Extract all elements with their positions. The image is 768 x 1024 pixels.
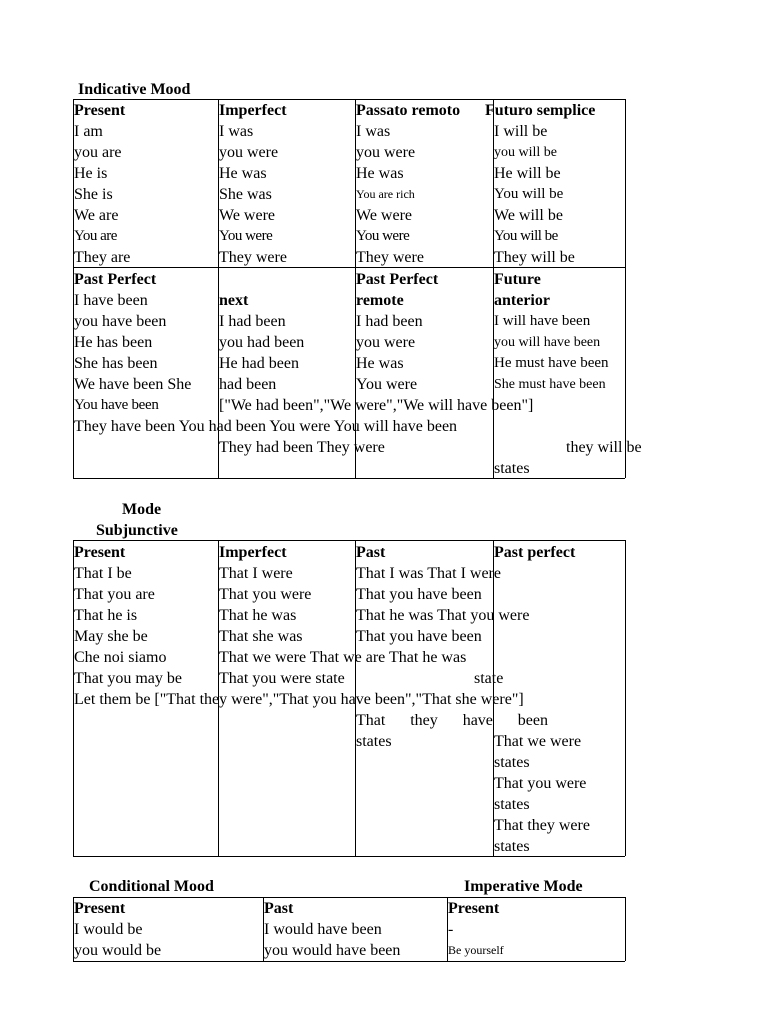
conjugation-line: He will be (494, 165, 561, 182)
conjugation-line: You were (356, 228, 410, 244)
column-header: Passato remoto (356, 102, 461, 119)
word: been (517, 712, 548, 729)
conjugation-line: state (474, 670, 504, 687)
conjugation-line: I would be (74, 921, 143, 938)
conjugation-line: That I were (219, 565, 293, 582)
conjugation-line: I had been (356, 313, 423, 330)
conjugation-line: They are (74, 249, 131, 266)
conjugation-line: You were (219, 228, 273, 244)
conjugation-line: That we were (494, 733, 582, 750)
column-header: Past Perfect (356, 271, 439, 288)
indicative-title: Indicative Mood (78, 81, 191, 98)
conjugation-line: That she was (219, 628, 303, 645)
conjugation-line: states (494, 838, 530, 855)
conjugation-line: That you were state (219, 670, 345, 687)
column-header: Imperfect (219, 544, 287, 561)
conjugation-line: That he was That you were (356, 607, 530, 624)
conjugation-line: You are rich (356, 187, 415, 201)
word: they (410, 712, 438, 729)
conjugation-line: That you have been (356, 628, 482, 645)
conjugation-line: states (494, 796, 530, 813)
conjugation-line: I was (219, 123, 254, 140)
column-header: Past Perfect (74, 271, 157, 288)
conjugation-line: That you are (74, 586, 155, 603)
conditional-past-cell (264, 898, 400, 961)
subjunctive-past-perfect-header-wrap (494, 542, 575, 563)
conjugation-line: She must have been (494, 377, 606, 392)
conjugation-line: We were (356, 207, 413, 224)
conjugation-line: They had been They were (219, 439, 385, 456)
conjugation-line: had been (219, 376, 277, 393)
conjugation-line: you had been (219, 334, 305, 351)
imperative-title: Imperative Mode (464, 878, 583, 895)
conjugation-line: That I was That I were (356, 565, 501, 582)
conjugation-line: I will be (494, 123, 548, 140)
table-border (625, 897, 626, 961)
conjugation-line: We will be (494, 207, 563, 224)
column-header: Present (74, 102, 126, 119)
indicative-futuro-header-wrap (485, 100, 595, 121)
column-header: Present (74, 544, 126, 561)
conjugation-line: you were (219, 144, 279, 161)
indicative-imperfect-cell (219, 100, 287, 268)
conjugation-line: That he was (219, 607, 297, 624)
conjugation-line: I was (356, 123, 391, 140)
conjugation-line: Che noi siamo (74, 649, 167, 666)
conjugation-line: I had been (219, 313, 286, 330)
conjugation-line: you are (74, 144, 122, 161)
indicative-past-perfect-remote-cell (356, 269, 438, 395)
conjugation-line: We were (219, 207, 276, 224)
conjugation-line: She is (74, 186, 113, 203)
subjunctive-title-line-2: Subjunctive (96, 522, 178, 539)
subjunctive-past-perfect-cell (494, 731, 590, 857)
subjunctive-title-line-1: Mode (122, 501, 162, 518)
conjugation-line: They have been You had been You were You will have been (74, 418, 458, 435)
conjugation-line: He has been (74, 334, 153, 351)
conjugation-line: We are (74, 207, 119, 224)
conjugation-line: - (448, 921, 454, 938)
conjugation-line: He was (356, 355, 404, 372)
column-header: Present (448, 900, 500, 917)
conjugation-line: I will have been (494, 313, 591, 329)
conjugation-line: states (494, 754, 530, 771)
table-border (73, 478, 625, 479)
conjugation-line: He had been (219, 355, 299, 372)
indicative-futuro-semplice-cell (494, 121, 575, 268)
column-header: Past (264, 900, 294, 917)
conjugation-line: We have been She (74, 376, 192, 393)
conjugation-line: you would have been (264, 942, 401, 959)
conjugation-line: That he is (74, 607, 138, 624)
conjugation-line: They will be (494, 249, 575, 266)
column-header: Future (494, 271, 541, 288)
conjugation-line: That you have been (356, 586, 482, 603)
table-border (625, 99, 626, 478)
conjugation-line: you will have been (494, 335, 601, 350)
conjugation-line: states (356, 733, 392, 750)
column-header: remote (356, 292, 404, 309)
column-header: Imperfect (219, 102, 287, 119)
justified-line (356, 710, 548, 731)
column-header: next (219, 292, 249, 309)
conjugation-line: you were (356, 144, 416, 161)
conjugation-line: ["We had been","We were","We will have been"] (219, 397, 534, 414)
conjugation-line: You are (74, 228, 117, 244)
conjugation-line: I am (74, 123, 103, 140)
indicative-present-cell (74, 100, 130, 268)
conjugation-line: They were (219, 249, 287, 266)
conjugation-line: May she be (74, 628, 148, 645)
conjugation-line: He is (74, 165, 108, 182)
conjugation-line: You were (356, 376, 418, 393)
conjugation-line: you have been (74, 313, 167, 330)
conjugation-line: You have been (74, 397, 159, 413)
conjugation-line: That you were (219, 586, 312, 603)
imperative-present-cell (448, 898, 504, 961)
column-header: Past perfect (494, 544, 576, 561)
conjugation-line: He was (219, 165, 267, 182)
table-border (73, 961, 625, 962)
table-border (73, 540, 625, 541)
conjugation-line: Be yourself (448, 943, 504, 957)
conjugation-line: they will be (566, 439, 642, 456)
conjugation-line: you will be (494, 145, 557, 160)
indicative-passato-remoto-cell (356, 100, 460, 268)
conjugation-line: You will be (494, 228, 558, 244)
conjugation-line: That they were (494, 817, 590, 834)
column-header: Present (74, 900, 126, 917)
conjugation-line: states (494, 460, 530, 477)
conditional-title: Conditional Mood (89, 878, 214, 895)
conjugation-line: She was (219, 186, 272, 203)
conjugation-line: You will be (494, 186, 564, 202)
word: have (462, 712, 493, 729)
conjugation-line: They were (356, 249, 424, 266)
conjugation-line: He was (356, 165, 404, 182)
conjugation-line: That you may be (74, 670, 182, 687)
column-header: Futuro semplice (485, 102, 596, 119)
conjugation-line: She has been (74, 355, 158, 372)
conditional-present-cell (74, 898, 161, 961)
word: That (356, 712, 386, 729)
column-header: anterior (494, 292, 550, 309)
conjugation-line: you were (356, 334, 416, 351)
column-header: Past (356, 544, 386, 561)
conjugation-line: I have been (74, 292, 148, 309)
conjugation-line: Let them be ["That they were","That you have been","That she were"] (74, 691, 524, 708)
conjugation-line: you would be (74, 942, 162, 959)
conjugation-line: That I be (74, 565, 132, 582)
conjugation-line: He must have been (494, 355, 609, 371)
conjugation-line: That you were (494, 775, 587, 792)
table-border (625, 540, 626, 856)
indicative-future-anterior-cell (494, 269, 609, 395)
conjugation-line: That we were That we are That he was (219, 649, 467, 666)
conjugation-line: I would have been (264, 921, 382, 938)
